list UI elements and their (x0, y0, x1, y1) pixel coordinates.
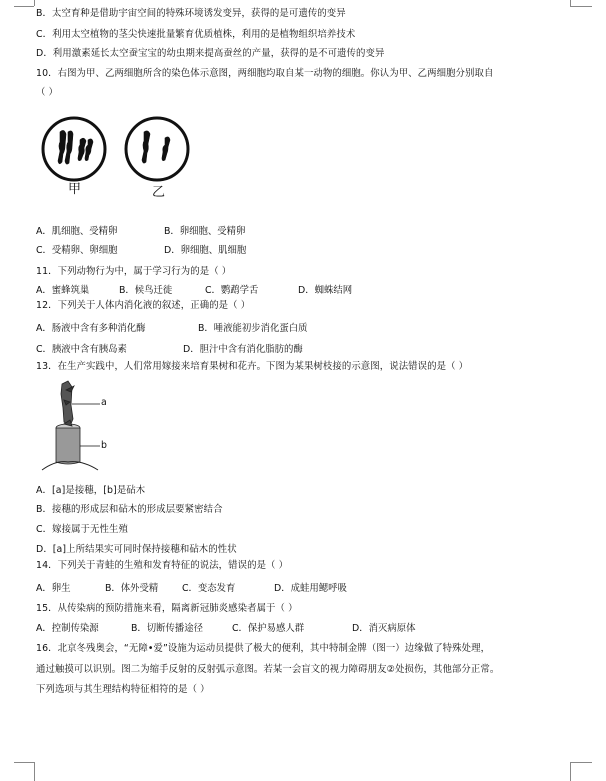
label-yi: 乙 (152, 185, 166, 200)
q13-option-d: D．[a]上所结果实可同时保持接穗和砧木的性状 (36, 544, 237, 555)
label-jia: 甲 (68, 182, 82, 197)
q12-stem: 12．下列关于人体内消化液的叙述，正确的是（ ） (36, 300, 251, 311)
q14-option-b: B．体外受精 (105, 583, 159, 594)
crop-mark-bottom-right (570, 762, 571, 781)
q12-option-c: C．胰液中含有胰岛素 (36, 344, 127, 355)
crop-mark-top-left (34, 0, 35, 6)
q15-option-a: A．控制传染源 (36, 623, 99, 634)
crop-mark-top-right-h (570, 6, 592, 7)
graft-label-b: b (101, 440, 107, 451)
q11-option-c: C．鹦鹉学舌 (205, 285, 259, 296)
prev-option-c: C．利用太空植物的茎尖快速批量繁育优质植株，利用的是植物组织培养技术 (36, 29, 356, 40)
q15-option-d: D．消灭病原体 (352, 623, 416, 634)
cell-chromosome-diagram (40, 114, 200, 208)
q13-option-c: C．嫁接属于无性生殖 (36, 524, 128, 535)
q12-option-b: B．唾液能初步消化蛋白质 (198, 323, 308, 334)
q11-option-d: D．蜘蛛结网 (298, 285, 353, 296)
q10-option-d: D．卵细胞、肌细胞 (164, 245, 247, 256)
q12-option-d: D．胆汁中含有消化脂肪的酶 (183, 344, 303, 355)
q14-option-a: A．卵生 (36, 583, 71, 594)
q13-option-a: A．[a]是接穗，[b]是砧木 (36, 485, 146, 496)
chromosomes-jia (58, 130, 93, 164)
q10-option-b: B．卵细胞、受精卵 (164, 226, 246, 237)
cell-yi (126, 118, 188, 180)
q14-option-d: D．成蛙用鳃呼吸 (274, 583, 347, 594)
q11-stem: 11．下列动物行为中，属于学习行为的是（ ） (36, 266, 232, 277)
q13-option-b: B．接穗的形成层和砧木的形成层要紧密结合 (36, 504, 223, 515)
q15-option-c: C．保护易感人群 (232, 623, 305, 634)
q16-line2: 通过触摸可以识别。图二为缩手反射的反射弧示意图。若某一会盲文的视力障碍朋友②处损伤，其他部分正常。 (36, 664, 500, 675)
prev-option-b: B．太空育种是借助宇宙空间的特殊环境诱发变异，获得的是可遗传的变异 (36, 8, 346, 19)
scion-branch (61, 381, 74, 426)
grafting-diagram (40, 380, 120, 476)
q15-option-b: B．切断传播途径 (131, 623, 204, 634)
q12-option-a: A．肠液中含有多种消化酶 (36, 323, 146, 334)
graft-label-a: a (101, 397, 107, 408)
q16-line1: 16．北京冬残奥会，“无障•爱”设施为运动员提供了极大的便利，其中特制金牌（图一）边缘做了特殊处理， (36, 643, 491, 654)
crop-mark-bottom-left-h (14, 762, 34, 763)
crop-mark-bottom-right-h (570, 762, 592, 763)
q15-stem: 15．从传染病的预防措施来看，隔离新冠肺炎感染者属于（ ） (36, 603, 298, 614)
q11-option-b: B．候鸟迁徙 (119, 285, 173, 296)
q13-stem: 13．在生产实践中，人们常用嫁接来培育果树和花卉。下图为某果树枝接的示意图，说法错误的是（ ） (36, 361, 469, 372)
q16-line3: 下列选项与其生理结构特征相符的是（ ） (36, 684, 210, 695)
q14-option-c: C．变态发育 (182, 583, 236, 594)
rootstock (56, 420, 80, 464)
q10-option-c: C．受精卵、卵细胞 (36, 245, 118, 256)
q11-option-a: A．蜜蜂筑巢 (36, 285, 90, 296)
crop-mark-top-left-h (14, 6, 34, 7)
cell-jia (43, 118, 105, 180)
q10-stem-line1: 10．右图为甲、乙两细胞所含的染色体示意图，两细胞均取自某一动物的细胞。你认为甲、乙两细胞分别取自 (36, 68, 494, 79)
chromosomes-yi (142, 131, 170, 163)
crop-mark-bottom-left (34, 762, 35, 781)
prev-option-d: D．利用激素延长太空蚕宝宝的幼虫期来提高蚕丝的产量，获得的是不可遗传的变异 (36, 48, 385, 59)
q14-stem: 14．下列关于青蛙的生殖和发育特征的说法，错误的是（ ） (36, 560, 289, 571)
q10-stem-line2: （ ） (36, 87, 59, 98)
q10-option-a: A．肌细胞、受精卵 (36, 226, 118, 237)
